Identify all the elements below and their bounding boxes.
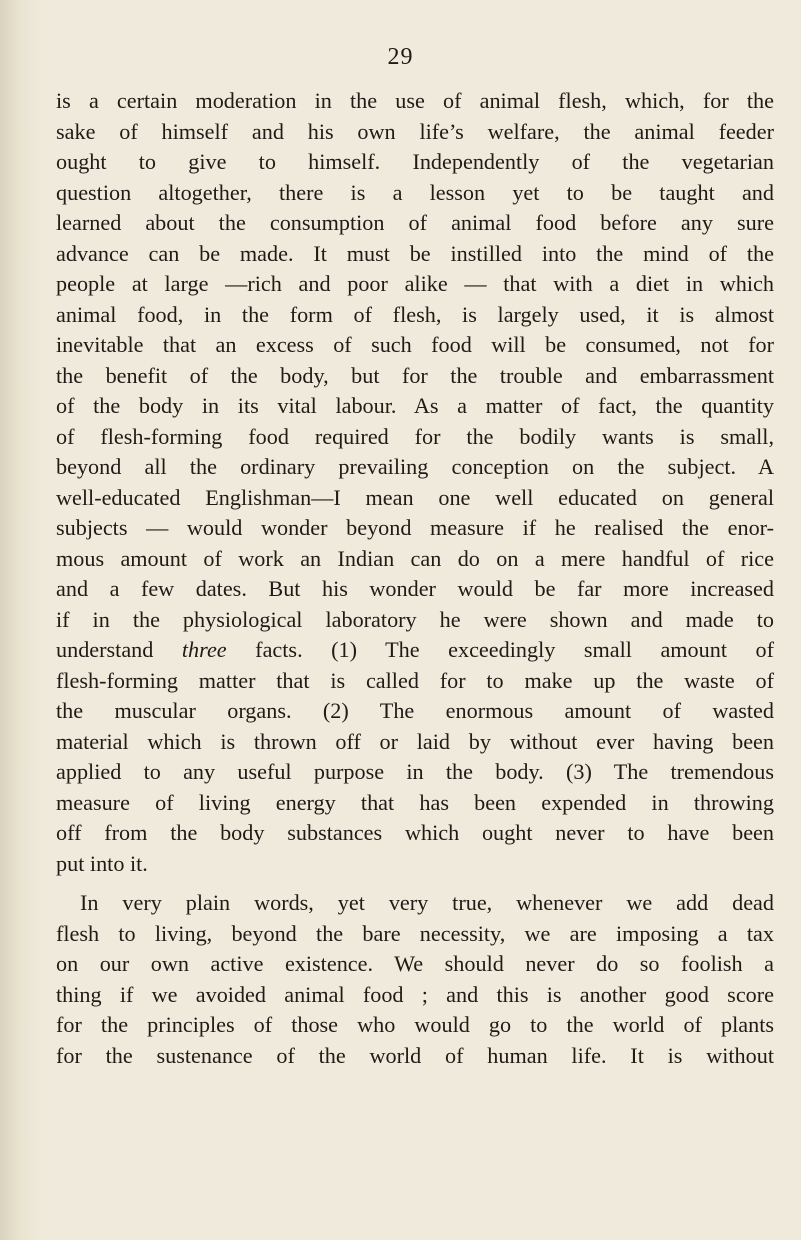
italic-word: three <box>181 637 227 662</box>
text-line: people at large —rich and poor alike — that with a diet in which <box>56 271 774 296</box>
text-run: understand <box>56 637 182 662</box>
paragraph-1 <box>56 86 774 879</box>
text-line: for the principles of those who would go to the world of plants <box>56 1012 774 1037</box>
text-line: is a certain moderation in the use of animal flesh, which, for the <box>56 88 774 113</box>
text-line: In very plain words, yet very true, whenever we add dead <box>80 890 774 915</box>
text-line: sake of himself and his own life’s welfare, the animal feeder <box>56 118 774 144</box>
text-line: question altogether, there is a lesson yet to be taught and <box>56 179 774 205</box>
text-line: beyond all the ordinary prevailing conception on the subject. A <box>56 454 774 479</box>
text-line: flesh-forming matter that is called for to make up the waste of <box>56 667 774 693</box>
paragraph-2 <box>56 888 774 1071</box>
text-line: of flesh-forming food required for the bodily wants is small, <box>56 423 774 449</box>
text-line-with-italic <box>56 635 774 666</box>
text-line: ought to give to himself. Independently of the vegetarian <box>56 149 774 174</box>
text-line: learned about the consumption of animal food before any sure <box>56 210 774 235</box>
text-line: the benefit of the body, but for the trouble and embarrassment <box>56 362 774 388</box>
text-run: facts. (1) The exceedingly small amount of <box>226 637 775 662</box>
text-line: off from the body substances which ought never to have been <box>56 820 774 845</box>
text-line: subjects — would wonder beyond measure if he realised the enor- <box>56 515 774 540</box>
text-line: inevitable that an excess of such food will be consumed, not for <box>56 332 774 357</box>
text-line: animal food, in the form of flesh, is largely used, it is almost <box>56 301 774 327</box>
text-line: and a few dates. But his wonder would be far more increased <box>56 576 774 601</box>
text-line: flesh to living, beyond the bare necessity, we are imposing a tax <box>56 920 774 946</box>
paragraph-gap <box>56 879 774 888</box>
text-line: for the sustenance of the world of human life. It is without <box>56 1042 774 1068</box>
text-line: material which is thrown off or laid by without ever having been <box>56 728 774 754</box>
text-line: put into it. <box>56 850 148 876</box>
page-number: 29 <box>387 44 414 70</box>
text-line: of the body in its vital labour. As a matter of fact, the quantity <box>56 393 774 418</box>
text-line: the muscular organs. (2) The enormous amount of wasted <box>56 698 774 723</box>
text-line: thing if we avoided animal food ; and this is another good score <box>56 981 774 1007</box>
text-line: if in the physiological laboratory he were shown and made to <box>56 606 774 632</box>
text-line: applied to any useful purpose in the body. (3) The tremendous <box>56 759 774 784</box>
text-line: on our own active existence. We should never do so foolish a <box>56 951 774 976</box>
text-line: advance can be made. It must be instilled into the mind of the <box>56 240 774 266</box>
text-line: measure of living energy that has been expended in throwing <box>56 789 774 815</box>
text-line: well-educated Englishman—I mean one well educated on general <box>56 484 774 510</box>
body-text <box>56 86 774 1071</box>
text-line: mous amount of work an Indian can do on a mere handful of rice <box>56 545 774 571</box>
